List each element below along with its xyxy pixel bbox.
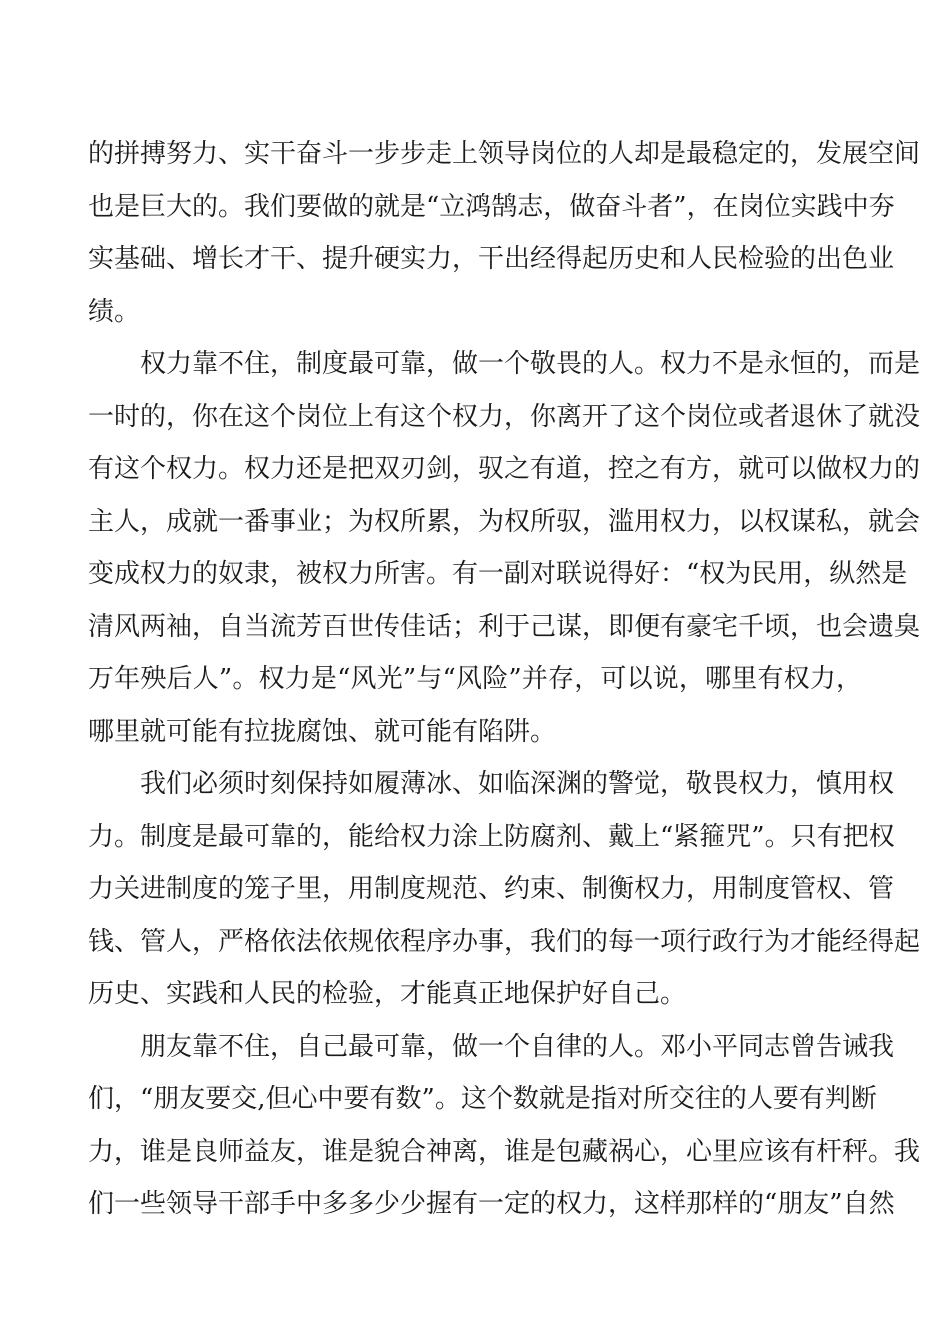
text-line: 哪里就可能有拉拢腐蚀、就可能有陷阱。 — [88, 716, 557, 747]
paragraph-2 — [88, 338, 921, 758]
text-line: 清风两袖，自当流芳百世传佳话；利于己谋，即便有豪宅千顷，也会遗臭 — [88, 611, 921, 642]
text-line: 主人，成就一番事业；为权所累，为权所驭，滥用权力，以权谋私，就会 — [88, 506, 921, 537]
text-line: 变成权力的奴隶，被权力所害。有一副对联说得好：“权为民用，纵然是 — [88, 559, 908, 589]
text-line: 我们必须时刻保持如履薄冰、如临深渊的警觉，敬畏权力，慎用权 — [140, 769, 895, 799]
paragraph-1 — [88, 128, 921, 338]
text-line: 万年殃后人”。权力是“风光”与“风险”并存，可以说，哪里有权力， — [88, 664, 862, 694]
text-line: 力，谁是良师益友，谁是貌合神离，谁是包藏祸心，心里应该有杆秤。我 — [88, 1136, 921, 1167]
text-line: 也是巨大的。我们要做的就是“立鸿鹄志，做奋斗者”，在岗位实践中夯 — [88, 191, 895, 222]
document-body — [88, 128, 921, 1231]
text-line: 们，“朋友要交,但心中要有数”。这个数就是指对所交往的人要有判断 — [88, 1084, 877, 1114]
text-line: 有这个权力。权力还是把双刃剑，驭之有道，控之有方，就可以做权力的 — [88, 454, 921, 484]
paragraph-3 — [88, 758, 921, 1021]
text-line: 的拼搏努力、实干奋斗一步步走上领导岗位的人却是最稳定的，发展空间 — [88, 139, 921, 169]
text-line: 权力靠不住，制度最可靠，做一个敬畏的人。权力不是永恒的，而是 — [140, 349, 921, 379]
text-line: 们一些领导干部手中多多少少握有一定的权力，这样那样的“朋友”自然 — [88, 1189, 895, 1219]
text-line: 钱、管人，严格依法依规依程序办事，我们的每一项行政行为才能经得起 — [88, 926, 921, 957]
text-line: 实基础、增长才干、提升硬实力，干出经得起历史和人民检验的出色业 — [88, 244, 895, 274]
text-line: 力关进制度的笼子里，用制度规范、约束、制衡权力，用制度管权、管 — [88, 874, 895, 904]
text-line: 朋友靠不住，自己最可靠，做一个自律的人。邓小平同志曾告诫我 — [140, 1031, 895, 1062]
text-line: 绩。 — [88, 296, 141, 327]
text-line: 一时的，你在这个岗位上有这个权力，你离开了这个岗位或者退休了就没 — [88, 401, 921, 432]
text-line: 历史、实践和人民的检验，才能真正地保护好自己。 — [88, 979, 687, 1009]
text-line: 力。制度是最可靠的，能给权力涂上防腐剂、戴上“紧箍咒”。只有把权 — [88, 821, 895, 852]
paragraph-4 — [88, 1021, 921, 1231]
